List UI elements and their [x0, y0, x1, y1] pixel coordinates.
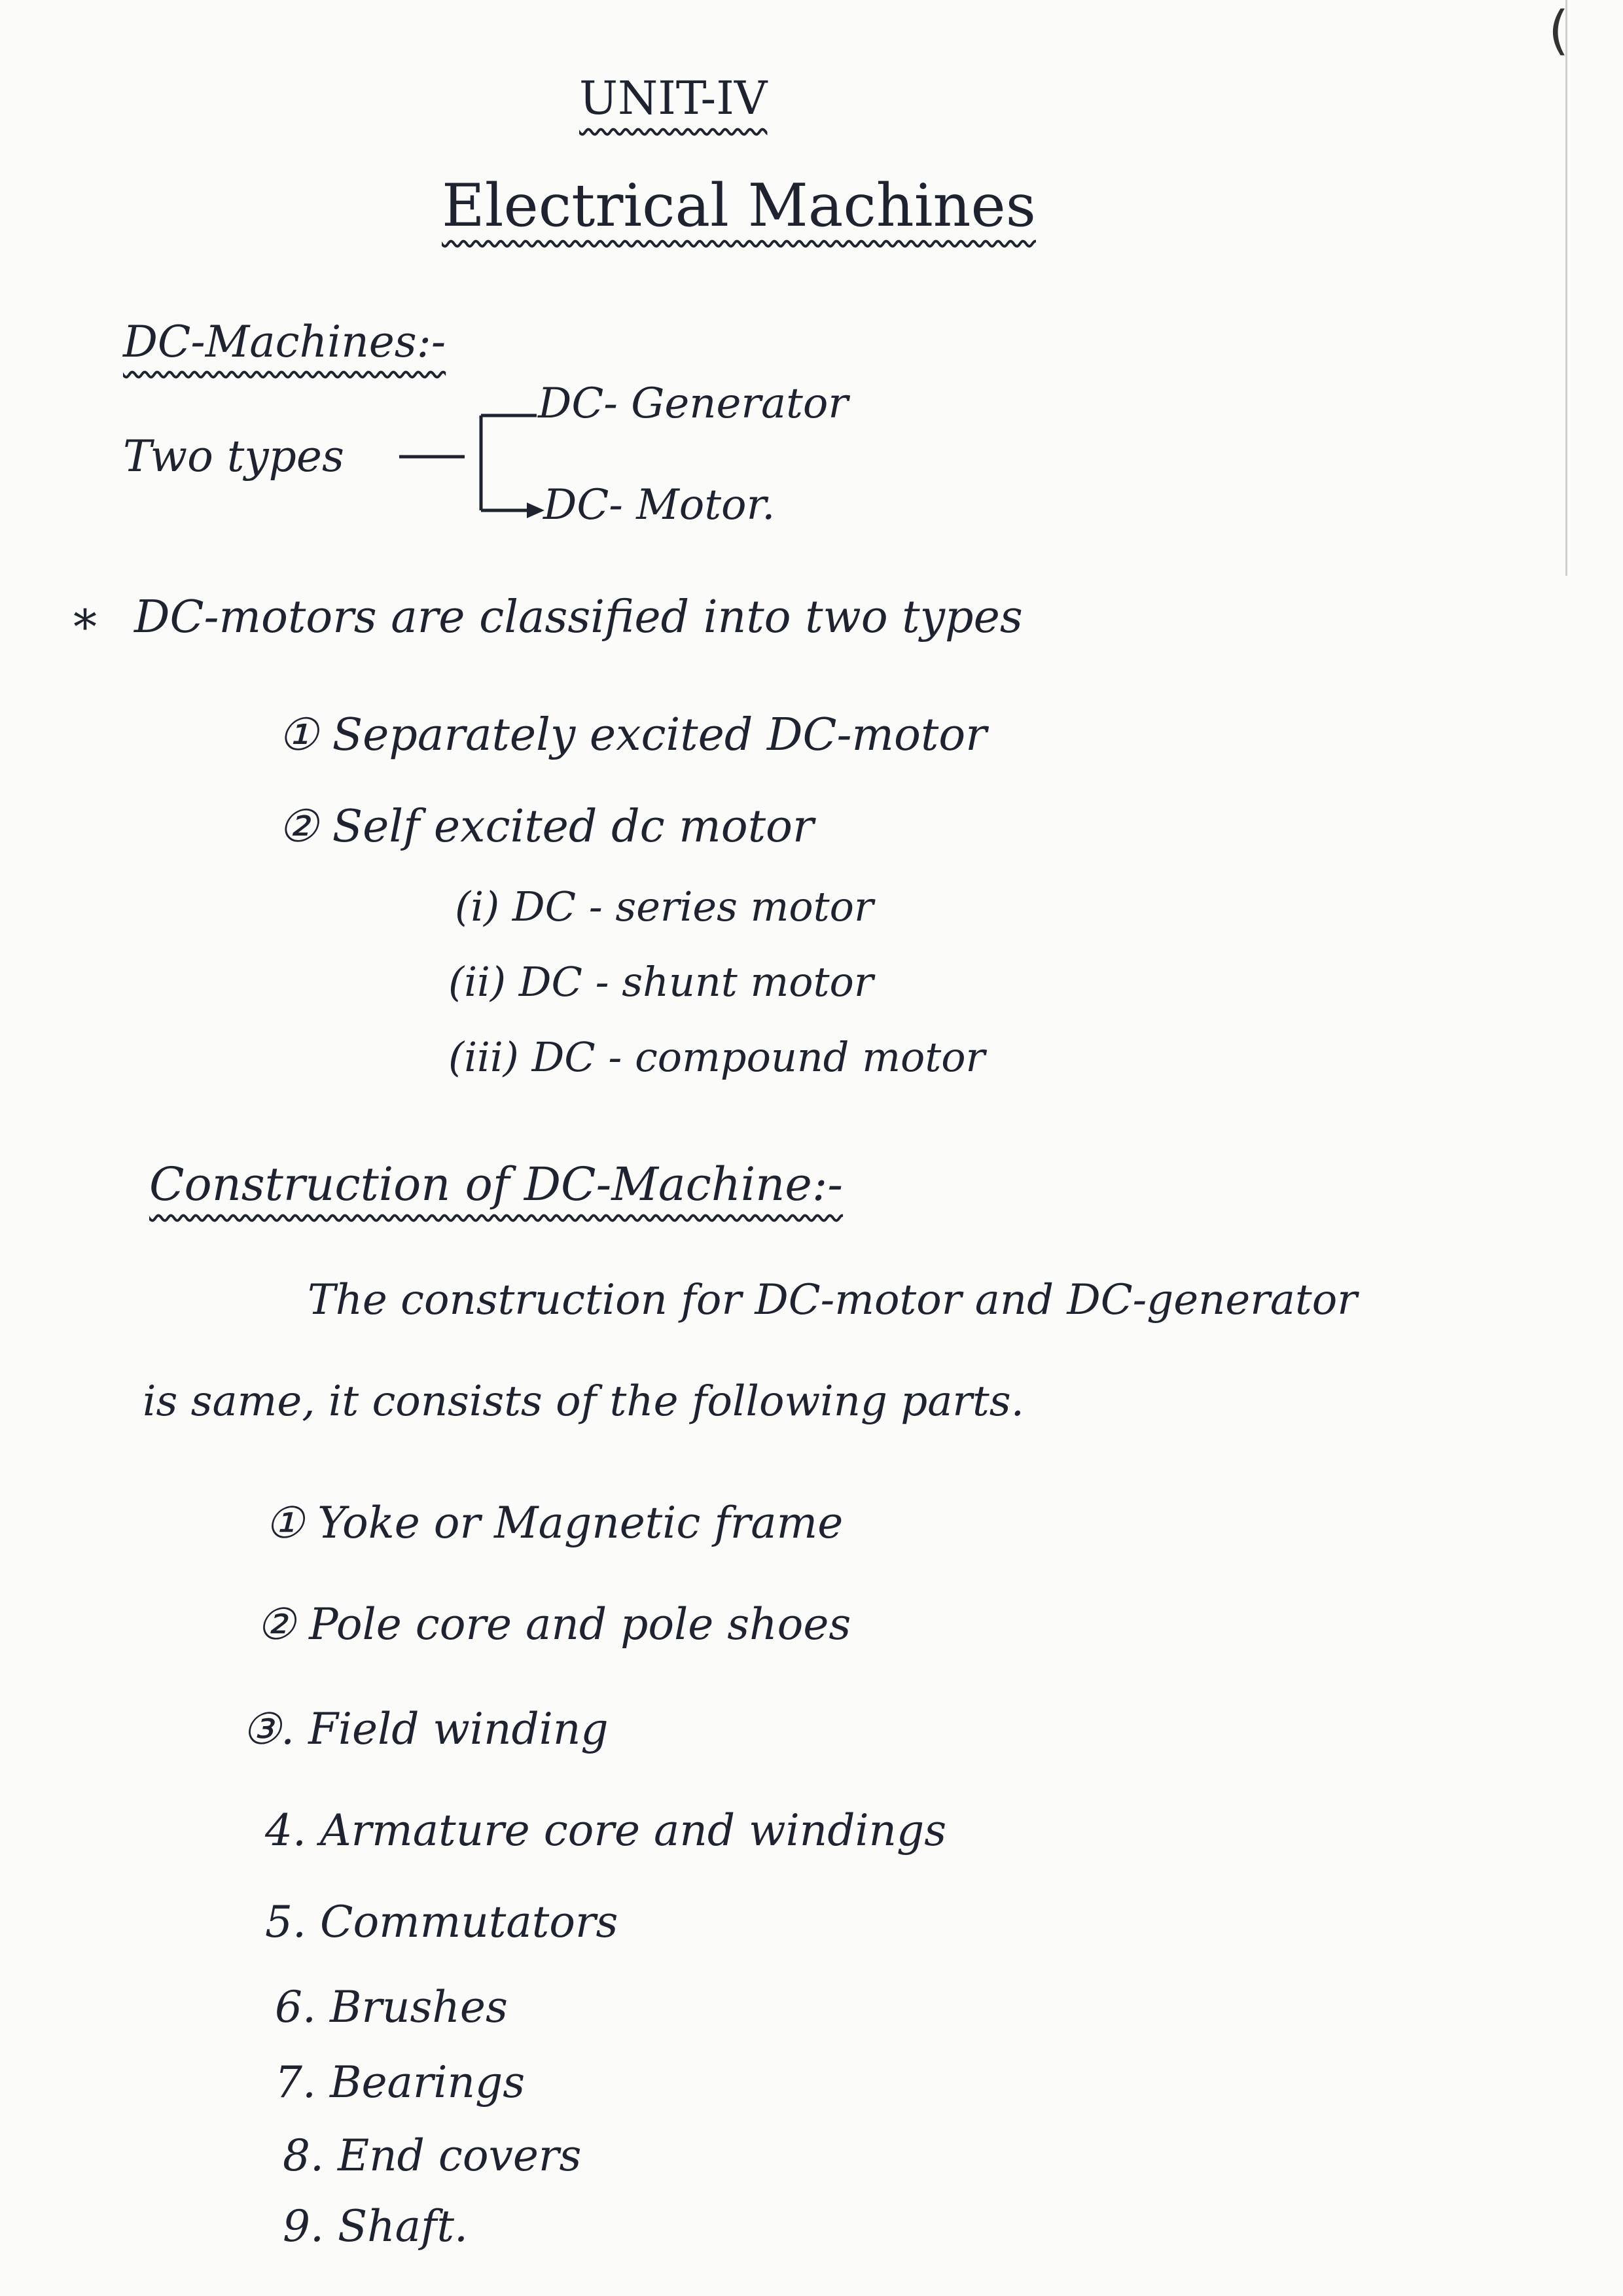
construction-paragraph-line-2: is same, it consists of the following parts. — [143, 1377, 1024, 1426]
two-types-label: Two types — [123, 431, 344, 482]
sub-item-series: (i) DC - series motor — [455, 883, 874, 930]
list-item-separately-excited: ① Separately excited DC-motor — [278, 709, 987, 761]
unit-heading: UNIT-IV — [579, 71, 768, 125]
part-item: 5. Commutators — [265, 1897, 618, 1947]
part-item: 4. Armature core and windings — [265, 1805, 947, 1856]
part-item: ② Pole core and pole shoes — [257, 1599, 851, 1650]
sub-item-shunt: (ii) DC - shunt motor — [448, 958, 874, 1006]
sub-item-compound: (iii) DC - compound motor — [448, 1033, 986, 1081]
page-title: Electrical Machines — [442, 171, 1036, 240]
classification-statement: DC-motors are classified into two types — [134, 592, 1023, 643]
page-edge-line — [1565, 0, 1567, 576]
part-item: 8. End covers — [283, 2130, 582, 2181]
part-item: ③. Field winding — [242, 1704, 609, 1754]
construction-heading: Construction of DC-Machine:- — [149, 1157, 844, 1211]
part-item: ① Yoke or Magnetic frame — [265, 1498, 844, 1548]
part-item: 7. Bearings — [275, 2057, 526, 2108]
branch-bracket — [393, 393, 550, 543]
part-item: 6. Brushes — [275, 1982, 508, 2032]
page-edge-curl: ( — [1548, 0, 1569, 61]
dc-machines-heading: DC-Machines:- — [123, 317, 446, 367]
list-item-self-excited: ② Self excited dc motor — [278, 801, 814, 853]
type-dc-motor: DC- Motor. — [543, 481, 776, 529]
type-dc-generator: DC- Generator — [538, 380, 848, 428]
bullet-star: * — [73, 599, 97, 654]
construction-paragraph-line-1: The construction for DC-motor and DC-generator — [308, 1276, 1357, 1324]
part-item: 9. Shaft. — [283, 2201, 468, 2252]
